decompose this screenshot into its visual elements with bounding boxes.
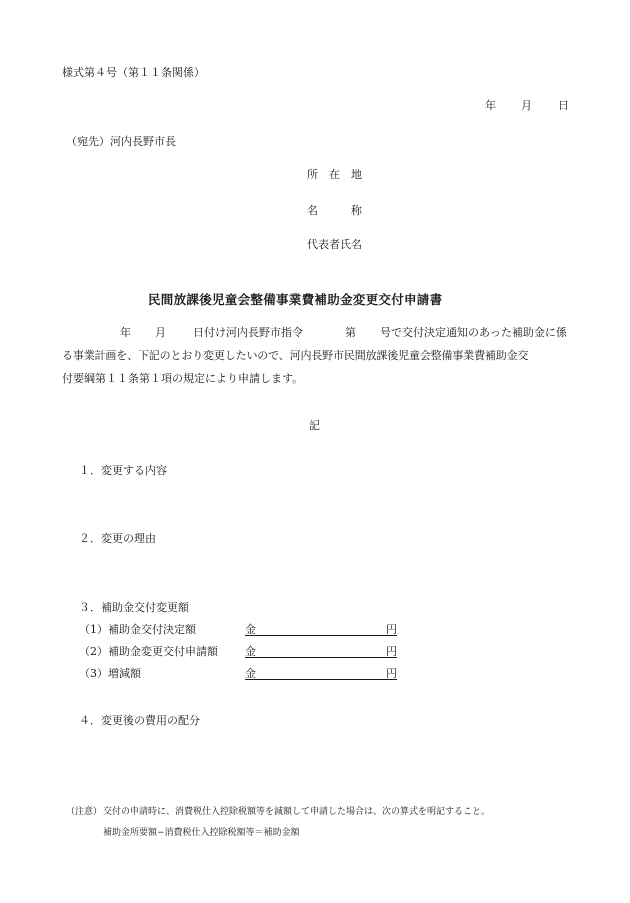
body-year: 年	[120, 326, 131, 339]
item-1: １．変更する内容	[79, 464, 167, 477]
yen-prefix: 金	[245, 623, 256, 636]
amount-field	[245, 621, 397, 636]
yen-suffix: 円	[386, 623, 397, 636]
yen-suffix: 円	[386, 667, 397, 680]
date-day: 日	[558, 99, 569, 112]
date-year: 年	[485, 99, 496, 112]
body-go: 号で交付決定通知のあった補助金に係	[380, 326, 567, 339]
item-4: ４．変更後の費用の配分	[79, 714, 200, 727]
ki-marker: 記	[309, 419, 320, 432]
note-label: （注意）	[66, 807, 103, 817]
body-line-3: 付要綱第１１条第１項の規定により申請します。	[62, 372, 304, 385]
body-line-2: る事業計画を、下記のとおり変更したいので、河内長野市民間放課後児童会整備事業費補助金交	[62, 349, 529, 362]
date-month: 月	[521, 99, 532, 112]
address-label: 所 在 地	[307, 168, 362, 181]
amount-field	[245, 643, 397, 658]
body-dai: 第	[345, 326, 356, 339]
document-title: 民間放課後児童会整備事業費補助金変更交付申請書	[148, 292, 443, 307]
amount-label: （2）補助金変更交付申請額	[79, 645, 218, 658]
yen-prefix: 金	[245, 667, 256, 680]
note-text: 交付の申請時に、消費税仕入控除税額等を減額して申請した場合は、次の算式を明記すること。	[103, 807, 491, 817]
representative-label: 代表者氏名	[307, 238, 362, 251]
item-2: ２．変更の理由	[79, 532, 156, 545]
amount-label: （1）補助金交付決定額	[79, 623, 196, 636]
item-3: ３．補助金交付変更額	[79, 601, 189, 614]
name-label: 名 称	[307, 204, 362, 217]
yen-prefix: 金	[245, 645, 256, 658]
amount-label: （3）増減額	[79, 667, 141, 680]
yen-suffix: 円	[386, 645, 397, 658]
body-ref: 日付け河内長野市指令	[193, 326, 303, 339]
form-number: 様式第４号（第１１条関係）	[62, 66, 205, 79]
addressee: （宛先）河内長野市長	[66, 135, 176, 148]
amount-field	[245, 665, 397, 680]
note-formula: 補助金所要額−消費税仕入控除税額等＝補助金額	[103, 828, 300, 838]
body-month: 月	[155, 326, 166, 339]
